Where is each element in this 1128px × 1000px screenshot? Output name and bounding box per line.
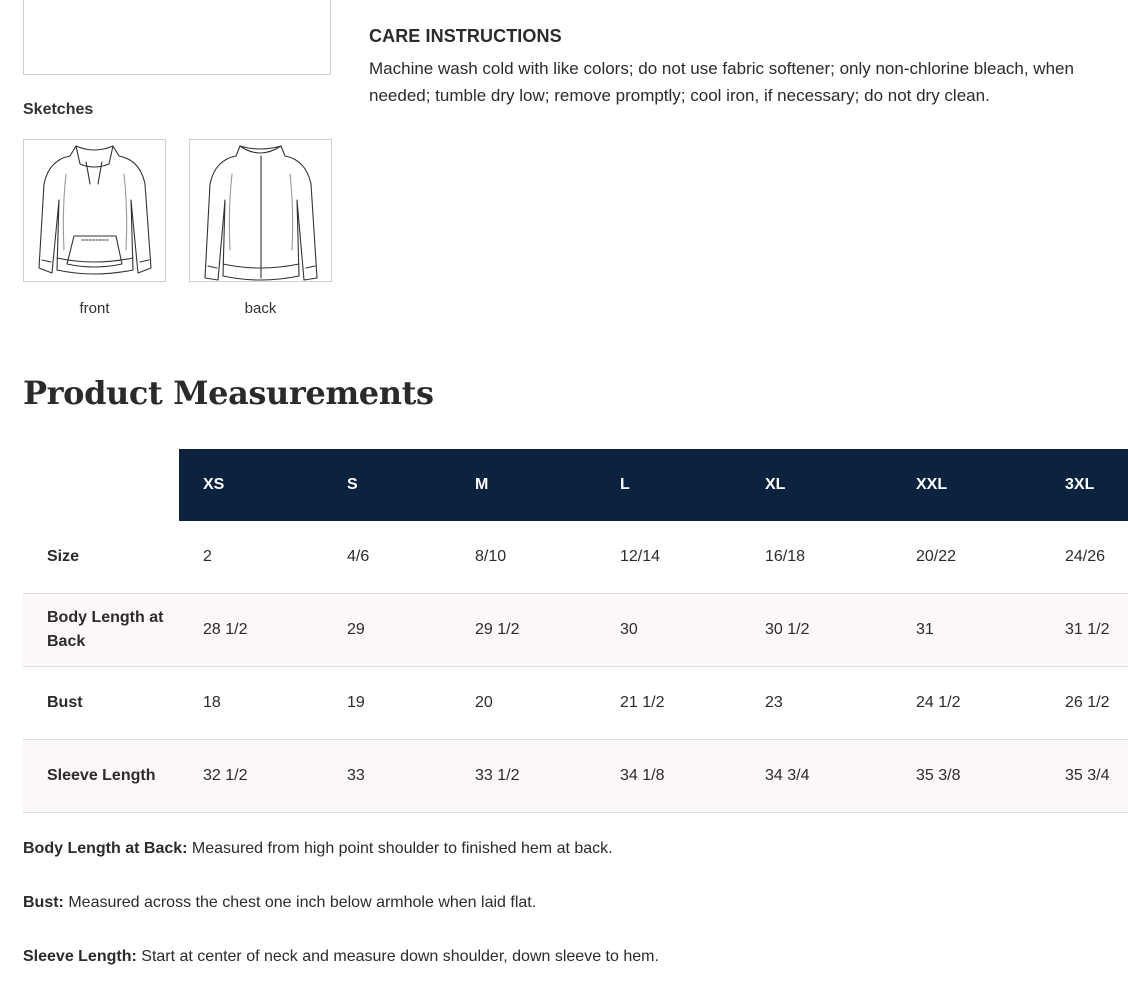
care-title: CARE INSTRUCTIONS: [369, 26, 562, 46]
table-cell: 35 3/8: [892, 740, 1041, 813]
table-cell: 34 1/8: [596, 740, 741, 813]
size-header-l: L: [596, 449, 741, 521]
hoodie-back-sketch-icon: [190, 140, 331, 281]
note-term: Sleeve Length:: [23, 948, 137, 965]
table-cell: 35 3/4: [1041, 740, 1128, 813]
table-cell: 12/14: [596, 521, 741, 594]
care-text: Machine wash cold with like colors; do not use fabric softener; only non-chlorine bleach, when needed; tumble dry low; remove promptly; cool iron, if necessary; do not dry clean.: [369, 59, 1074, 105]
size-header-3xl: 3XL: [1041, 449, 1128, 521]
note-text: Measured from high point shoulder to finished hem at back.: [191, 840, 613, 857]
table-cell: 30: [596, 594, 741, 667]
table-cell: 18: [179, 667, 323, 740]
product-image-frame: [23, 0, 331, 75]
row-label: Body Length at Back: [23, 594, 179, 667]
sketch-front-caption: front: [79, 300, 110, 317]
table-cell: 26 1/2: [1041, 667, 1128, 740]
table-cell: 2: [179, 521, 323, 594]
note-text: Start at center of neck and measure down shoulder, down sleeve to hem.: [141, 948, 659, 965]
table-cell: 21 1/2: [596, 667, 741, 740]
size-header-m: M: [451, 449, 596, 521]
note-text: Measured across the chest one inch below armhole when laid flat.: [68, 894, 537, 911]
row-label: Bust: [23, 667, 179, 740]
note-body-length: [23, 838, 659, 860]
table-row: [23, 740, 1128, 813]
measurements-title: Product Measurements: [23, 374, 434, 412]
measurements-table: [23, 449, 1128, 813]
note-bust: [23, 892, 659, 914]
table-row: [23, 667, 1128, 740]
row-label: Size: [23, 521, 179, 594]
table-cell: 31 1/2: [1041, 594, 1128, 667]
table-cell: 30 1/2: [741, 594, 892, 667]
care-instructions: [369, 26, 1109, 109]
size-header-s: S: [323, 449, 451, 521]
table-cell: 31: [892, 594, 1041, 667]
header-blank-cell: [23, 449, 179, 521]
table-cell: 16/18: [741, 521, 892, 594]
size-header-xxl: XXL: [892, 449, 1041, 521]
table-cell: 32 1/2: [179, 740, 323, 813]
table-cell: 28 1/2: [179, 594, 323, 667]
table-cell: 24/26: [1041, 521, 1128, 594]
table-cell: 4/6: [323, 521, 451, 594]
table-row: [23, 594, 1128, 667]
table-cell: 19: [323, 667, 451, 740]
table-cell: 29 1/2: [451, 594, 596, 667]
table-cell: 8/10: [451, 521, 596, 594]
row-label: Sleeve Length: [23, 740, 179, 813]
sketches-label: Sketches: [23, 101, 94, 118]
hoodie-front-sketch-icon: [24, 140, 165, 281]
table-cell: 20: [451, 667, 596, 740]
sketch-back-caption: back: [244, 300, 277, 317]
note-sleeve-length: [23, 946, 659, 968]
size-header-xs: XS: [179, 449, 323, 521]
table-cell: 29: [323, 594, 451, 667]
note-term: Body Length at Back:: [23, 840, 188, 857]
table-cell: 33: [323, 740, 451, 813]
table-header-row: [23, 449, 1128, 521]
table-cell: 33 1/2: [451, 740, 596, 813]
sketch-back-thumbnail[interactable]: [189, 139, 332, 282]
table-row: [23, 521, 1128, 594]
table-cell: 20/22: [892, 521, 1041, 594]
sketch-front-thumbnail[interactable]: [23, 139, 166, 282]
table-cell: 24 1/2: [892, 667, 1041, 740]
size-header-xl: XL: [741, 449, 892, 521]
note-term: Bust:: [23, 894, 64, 911]
table-cell: 34 3/4: [741, 740, 892, 813]
measurement-notes: [23, 838, 659, 1000]
table-cell: 23: [741, 667, 892, 740]
